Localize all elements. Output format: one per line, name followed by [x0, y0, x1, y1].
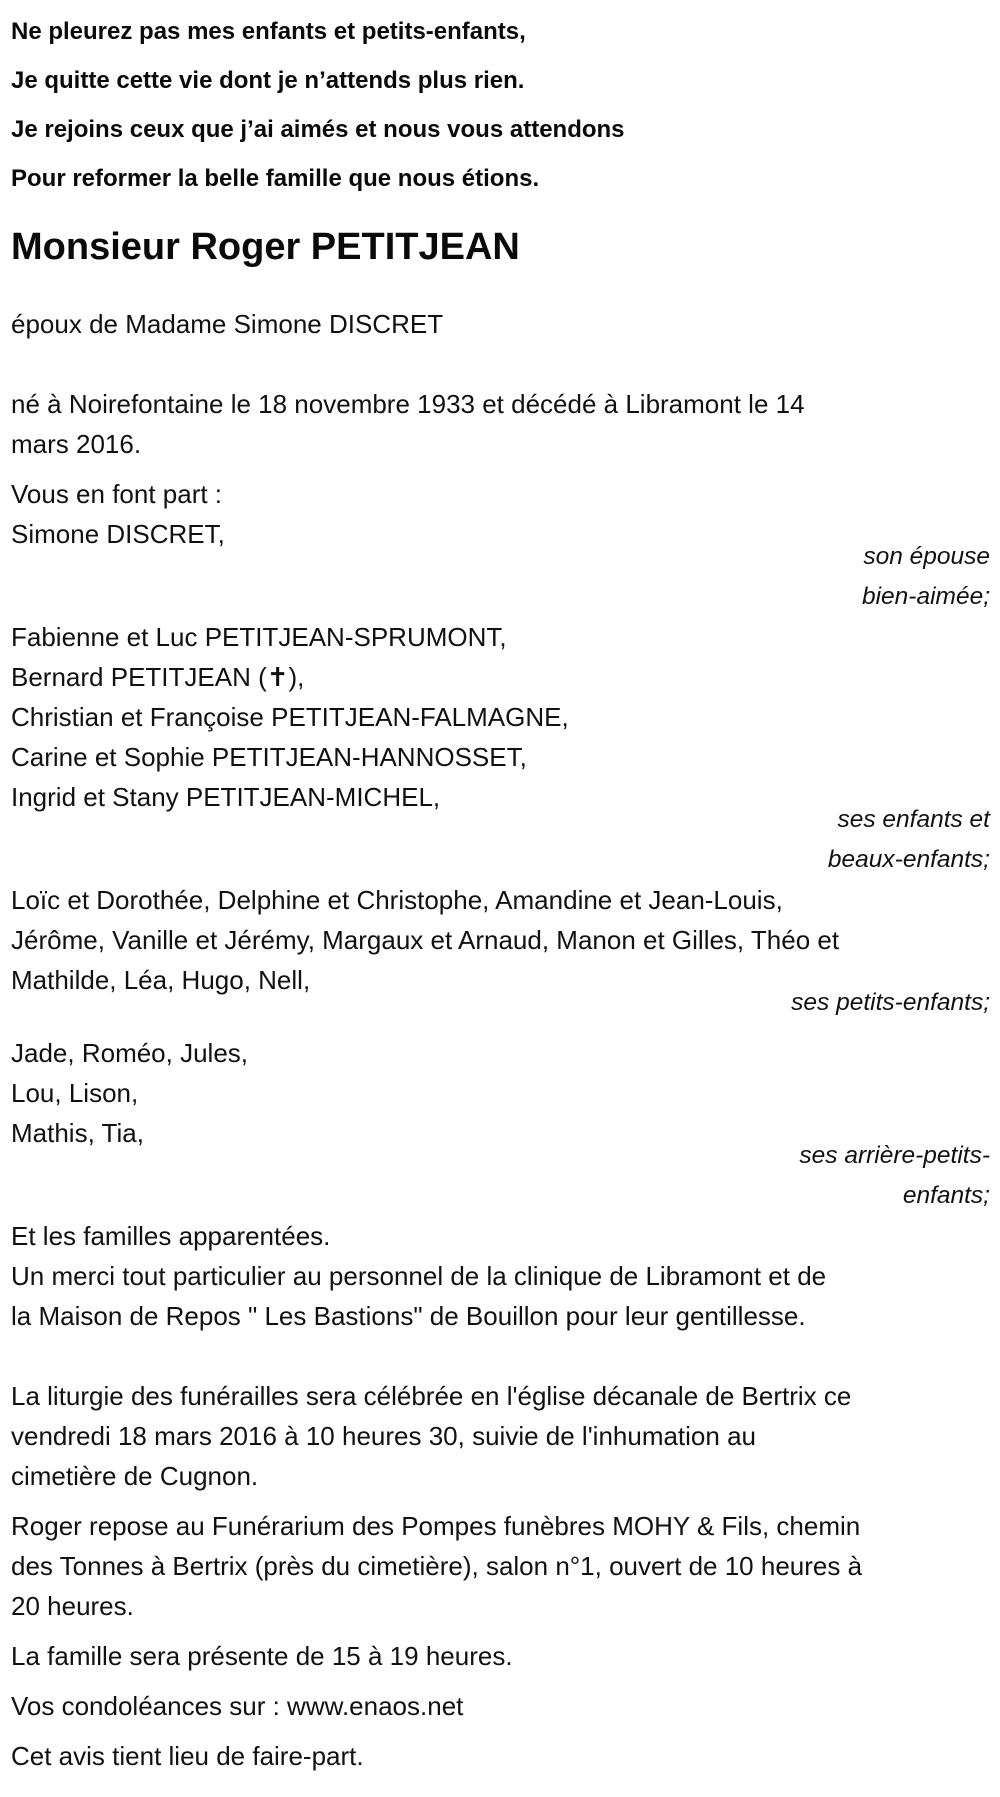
birth-death-paragraph: [11, 384, 990, 464]
text-line: des Tonnes à Bertrix (près du cimetière), salon n°1, ouvert de 10 heures à: [11, 1551, 863, 1581]
spouse-text: époux de Madame Simone DISCRET: [11, 309, 444, 339]
grandchildren-list: [11, 880, 990, 1000]
family-name-line: Mathilde, Léa, Hugo, Nell,: [11, 965, 311, 995]
text-line: La liturgie des funérailles sera célébrée en l'église décanale de Bertrix ce: [11, 1381, 852, 1411]
spouse-line: [11, 304, 990, 344]
poem-line: Je rejoins ceux que j’ai aimés et nous vous attendons: [11, 116, 625, 143]
liturgy-paragraph: [11, 1376, 990, 1496]
family-name-line: Fabienne et Luc PETITJEAN-SPRUMONT,: [11, 622, 507, 652]
condolences-text: Vos condoléances sur : www.enaos.net: [11, 1691, 464, 1721]
notice-line: [11, 1736, 990, 1776]
relation-text: bien-aimée;: [861, 583, 990, 610]
relation-text: ses enfants et: [837, 806, 990, 833]
text-line: Cet avis tient lieu de faire-part.: [11, 1741, 364, 1771]
text-line: né à Noirefontaine le 18 novembre 1933 et décédé à Libramont le 14: [11, 389, 805, 419]
poem-line: Ne pleurez pas mes enfants et petits-enfants,: [11, 18, 526, 45]
obituary-notice: [11, 0, 990, 1776]
text-line: 20 heures.: [11, 1591, 134, 1621]
text-line: cimetière de Cugnon.: [11, 1461, 259, 1491]
great-grandchildren-list: [11, 1033, 990, 1153]
deceased-name-title: Monsieur Roger PETITJEAN: [11, 226, 520, 268]
poem: [11, 0, 990, 203]
text-line: Roger repose au Funérarium des Pompes funèbres MOHY & Fils, chemin: [11, 1511, 861, 1541]
family-name-line: Bernard PETITJEAN (✝),: [11, 662, 305, 692]
relation-text: son épouse: [863, 543, 990, 570]
family-name-line: Christian et Françoise PETITJEAN-FALMAGNE,: [11, 702, 569, 732]
relation-text: enfants;: [902, 1182, 990, 1209]
family-name-line: Ingrid et Stany PETITJEAN-MICHEL,: [11, 782, 441, 812]
family-name-line: Simone DISCRET,: [11, 519, 225, 549]
families-and-thanks: [11, 1216, 990, 1336]
funerarium-paragraph: [11, 1506, 990, 1626]
family-name-line: Carine et Sophie PETITJEAN-HANNOSSET,: [11, 742, 527, 772]
text-line: La famille sera présente de 15 à 19 heures.: [11, 1641, 513, 1671]
family-name-line: Jérôme, Vanille et Jérémy, Margaux et Arnaud, Manon et Gilles, Théo et: [11, 925, 840, 955]
family-presence: [11, 1636, 990, 1676]
family-name-line: Loïc et Dorothée, Delphine et Christophe, Amandine et Jean-Louis,: [11, 885, 783, 915]
relation-text: beaux-enfants;: [827, 846, 990, 873]
text-line: vendredi 18 mars 2016 à 10 heures 30, suivie de l'inhumation au: [11, 1421, 756, 1451]
relation-text: ses arrière-petits-: [799, 1142, 990, 1169]
families-text: Et les familles apparentées.: [11, 1221, 331, 1251]
relation-great-grandchildren: [11, 1136, 990, 1216]
thanks-line: Un merci tout particulier au personnel de la clinique de Libramont et de: [11, 1261, 827, 1291]
text-line: mars 2016.: [11, 429, 142, 459]
poem-line: Pour reformer la belle famille que nous étions.: [11, 165, 540, 192]
family-name-line: Jade, Roméo, Jules,: [11, 1038, 249, 1068]
poem-line: Je quitte cette vie dont je n’attends plus rien.: [11, 67, 525, 94]
children-list: [11, 617, 990, 817]
family-name-line: Mathis, Tia,: [11, 1118, 144, 1148]
relation-text: ses petits-enfants;: [791, 989, 990, 1016]
intro-text: Vous en font part :: [11, 479, 223, 509]
family-name-line: Lou, Lison,: [11, 1078, 139, 1108]
condolences: [11, 1686, 990, 1726]
thanks-line: la Maison de Repos " Les Bastions" de Bouillon pour leur gentillesse.: [11, 1301, 806, 1331]
